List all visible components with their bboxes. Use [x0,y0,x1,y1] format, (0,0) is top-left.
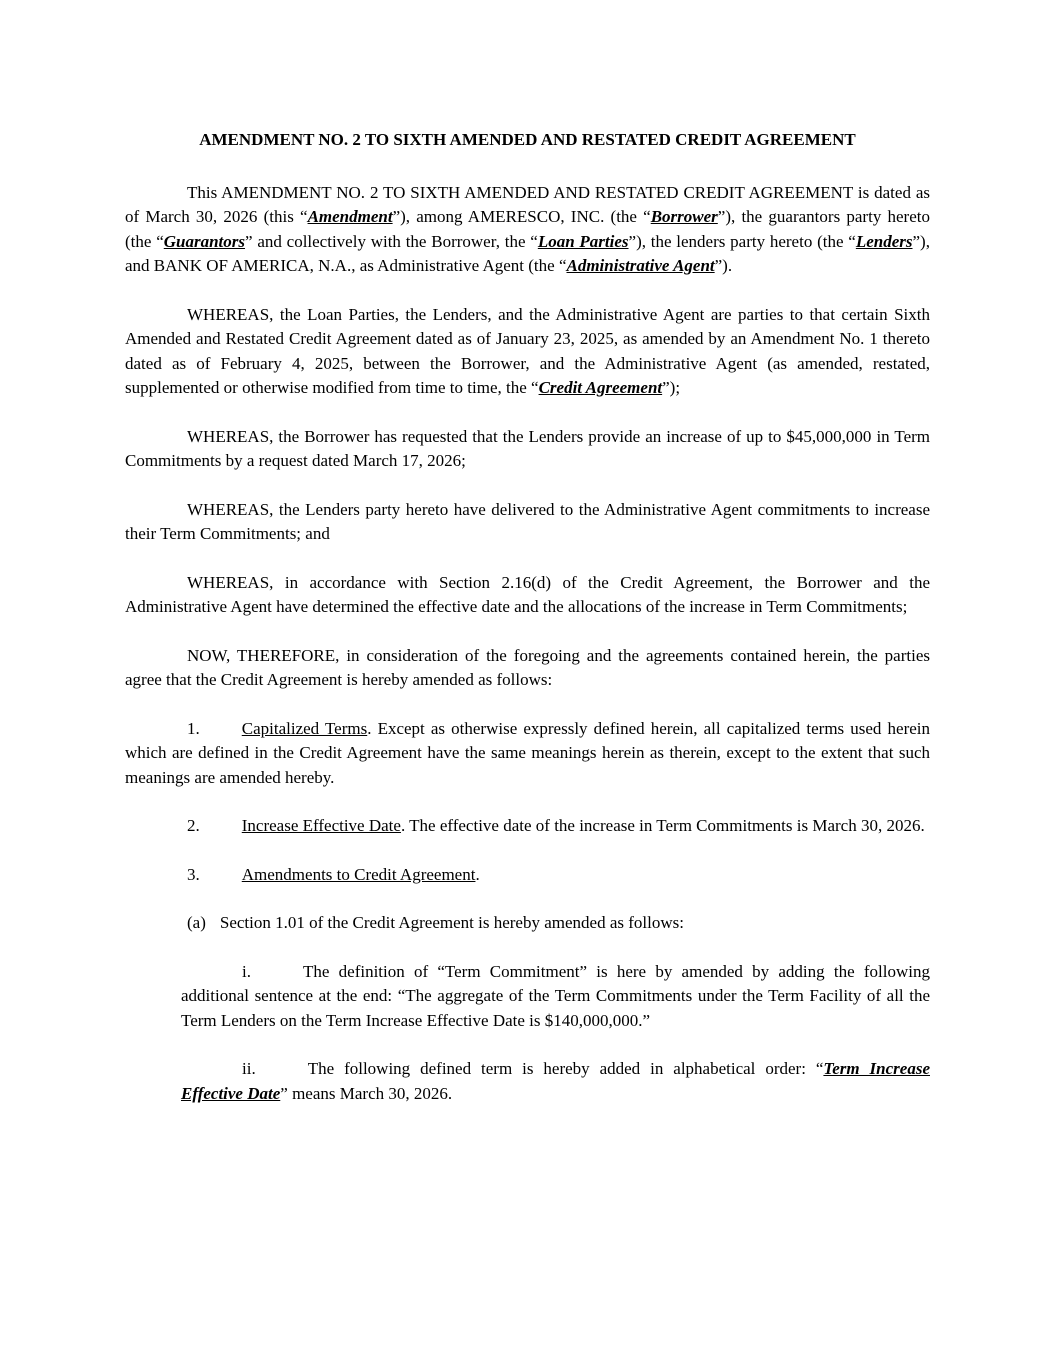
paragraph-whereas-3 [125,498,930,547]
text-run: The following defined term is hereby added in alphabetical order: “ [307,1059,824,1078]
document-title: AMENDMENT NO. 2 TO SIXTH AMENDED AND RESTATED CREDIT AGREEMENT [199,130,856,149]
text-run: Increase Effective Date [241,816,401,835]
text-run: . The effective date of the increase in Term Commitments is March 30, 2026. [400,816,925,835]
paragraph-intro [125,181,930,279]
defined-term: Administrative Agent [566,256,715,275]
item-1-capitalized-terms [125,717,930,791]
text-run: 1. [187,718,200,738]
text-run: (a) [187,913,206,932]
paragraph-whereas-4 [125,571,930,620]
paragraph-now-therefore [125,644,930,693]
item-2-increase-effective-date [125,814,930,839]
text-run: ”); [662,378,681,397]
defined-term: Amendment [307,207,393,226]
defined-term: Borrower [650,207,718,226]
text-run: ” means March 30, 2026. [280,1083,453,1103]
paragraph-whereas-2 [125,425,930,474]
defined-term: Lenders [855,231,913,251]
item-a-section-101 [125,911,930,936]
text-run: WHEREAS, in accordance with Section 2.16(d) of the Credit Agreement, the Borrower and the Administrative Agent have determined the effective date and the allocations of the increase in Term Commitments; [125,572,930,616]
text-run: 3. [187,864,200,884]
paragraph-whereas-1 [125,303,930,401]
text-run: ”), among AMERESCO, INC. (the “ [392,207,651,226]
defined-term: Credit Agreement [538,378,663,397]
item-3-amendments-to-credit-agreement [125,863,930,888]
defined-term: Guarantors [163,231,246,251]
text-run: WHEREAS, the Lenders party hereto have delivered to the Administrative Agent commitments to increase their Term Commitments; and [125,499,930,543]
text-run: Amendments to Credit Agreement [241,864,476,884]
text-run: ”). [714,256,733,275]
item-i-term-commitment-definition [181,960,930,1034]
text-run: ii. [242,1059,256,1078]
text-run: WHEREAS, the Loan Parties, the Lenders, and the Administrative Agent are parties to that certain Sixth Amended and Restated Credit Agreement dated as of January 23, 2025, as amended by an Amendment No. 1 thereto dated as of February 4, 2025, between the Borrower, and the Administrative Agent (as amended, restated, supplemented or otherwise modified from time to time, the “ [125,304,930,397]
text-run: ” and collectively with the Borrower, the “ [245,231,538,251]
defined-term: Term Increase Effective Date [181,1059,930,1103]
text-run: NOW, THEREFORE, in consideration of the foregoing and the agreements contained herein, the parties agree that the Credit Agreement is hereby amended as follows: [125,645,930,689]
text-run: i. [242,961,251,981]
text-run: . [475,864,480,884]
text-run: 2. [187,816,200,835]
text-run: ”), the lenders party hereto (the “ [628,231,856,251]
defined-term: Loan Parties [537,231,629,251]
text-run: . Except as otherwise expressly defined herein, all capitalized terms used herein which are defined in the Credit Agreement have the same meanings herein as therein, except to the extent that such meanings are amended hereby. [125,718,931,787]
item-ii-term-increase-effective-date [181,1057,930,1106]
text-run: ”), the guarantors party hereto (the “ [125,207,930,251]
text-run: Capitalized Terms [241,718,368,738]
text-run: WHEREAS, the Borrower has requested that the Lenders provide an increase of up to $45,000,000 in Term Commitments by a request dated March 17, 2026; [125,426,930,470]
text-run: This AMENDMENT NO. 2 TO SIXTH AMENDED AND RESTATED CREDIT AGREEMENT is dated as of March 30, 2026 (this “ [125,182,930,226]
text-run: Section 1.01 of the Credit Agreement is hereby amended as follows: [219,913,684,932]
text-run: ”), and BANK OF AMERICA, N.A., as Administrative Agent (the “ [125,231,930,275]
text-run: The definition of “Term Commitment” is here by amended by adding the following additional sentence at the end: “The aggregate of the Term Commitments under the Term Facility of all the Term Lenders on the Term Increase Effective Date is $140,000,000.” [181,961,930,1030]
